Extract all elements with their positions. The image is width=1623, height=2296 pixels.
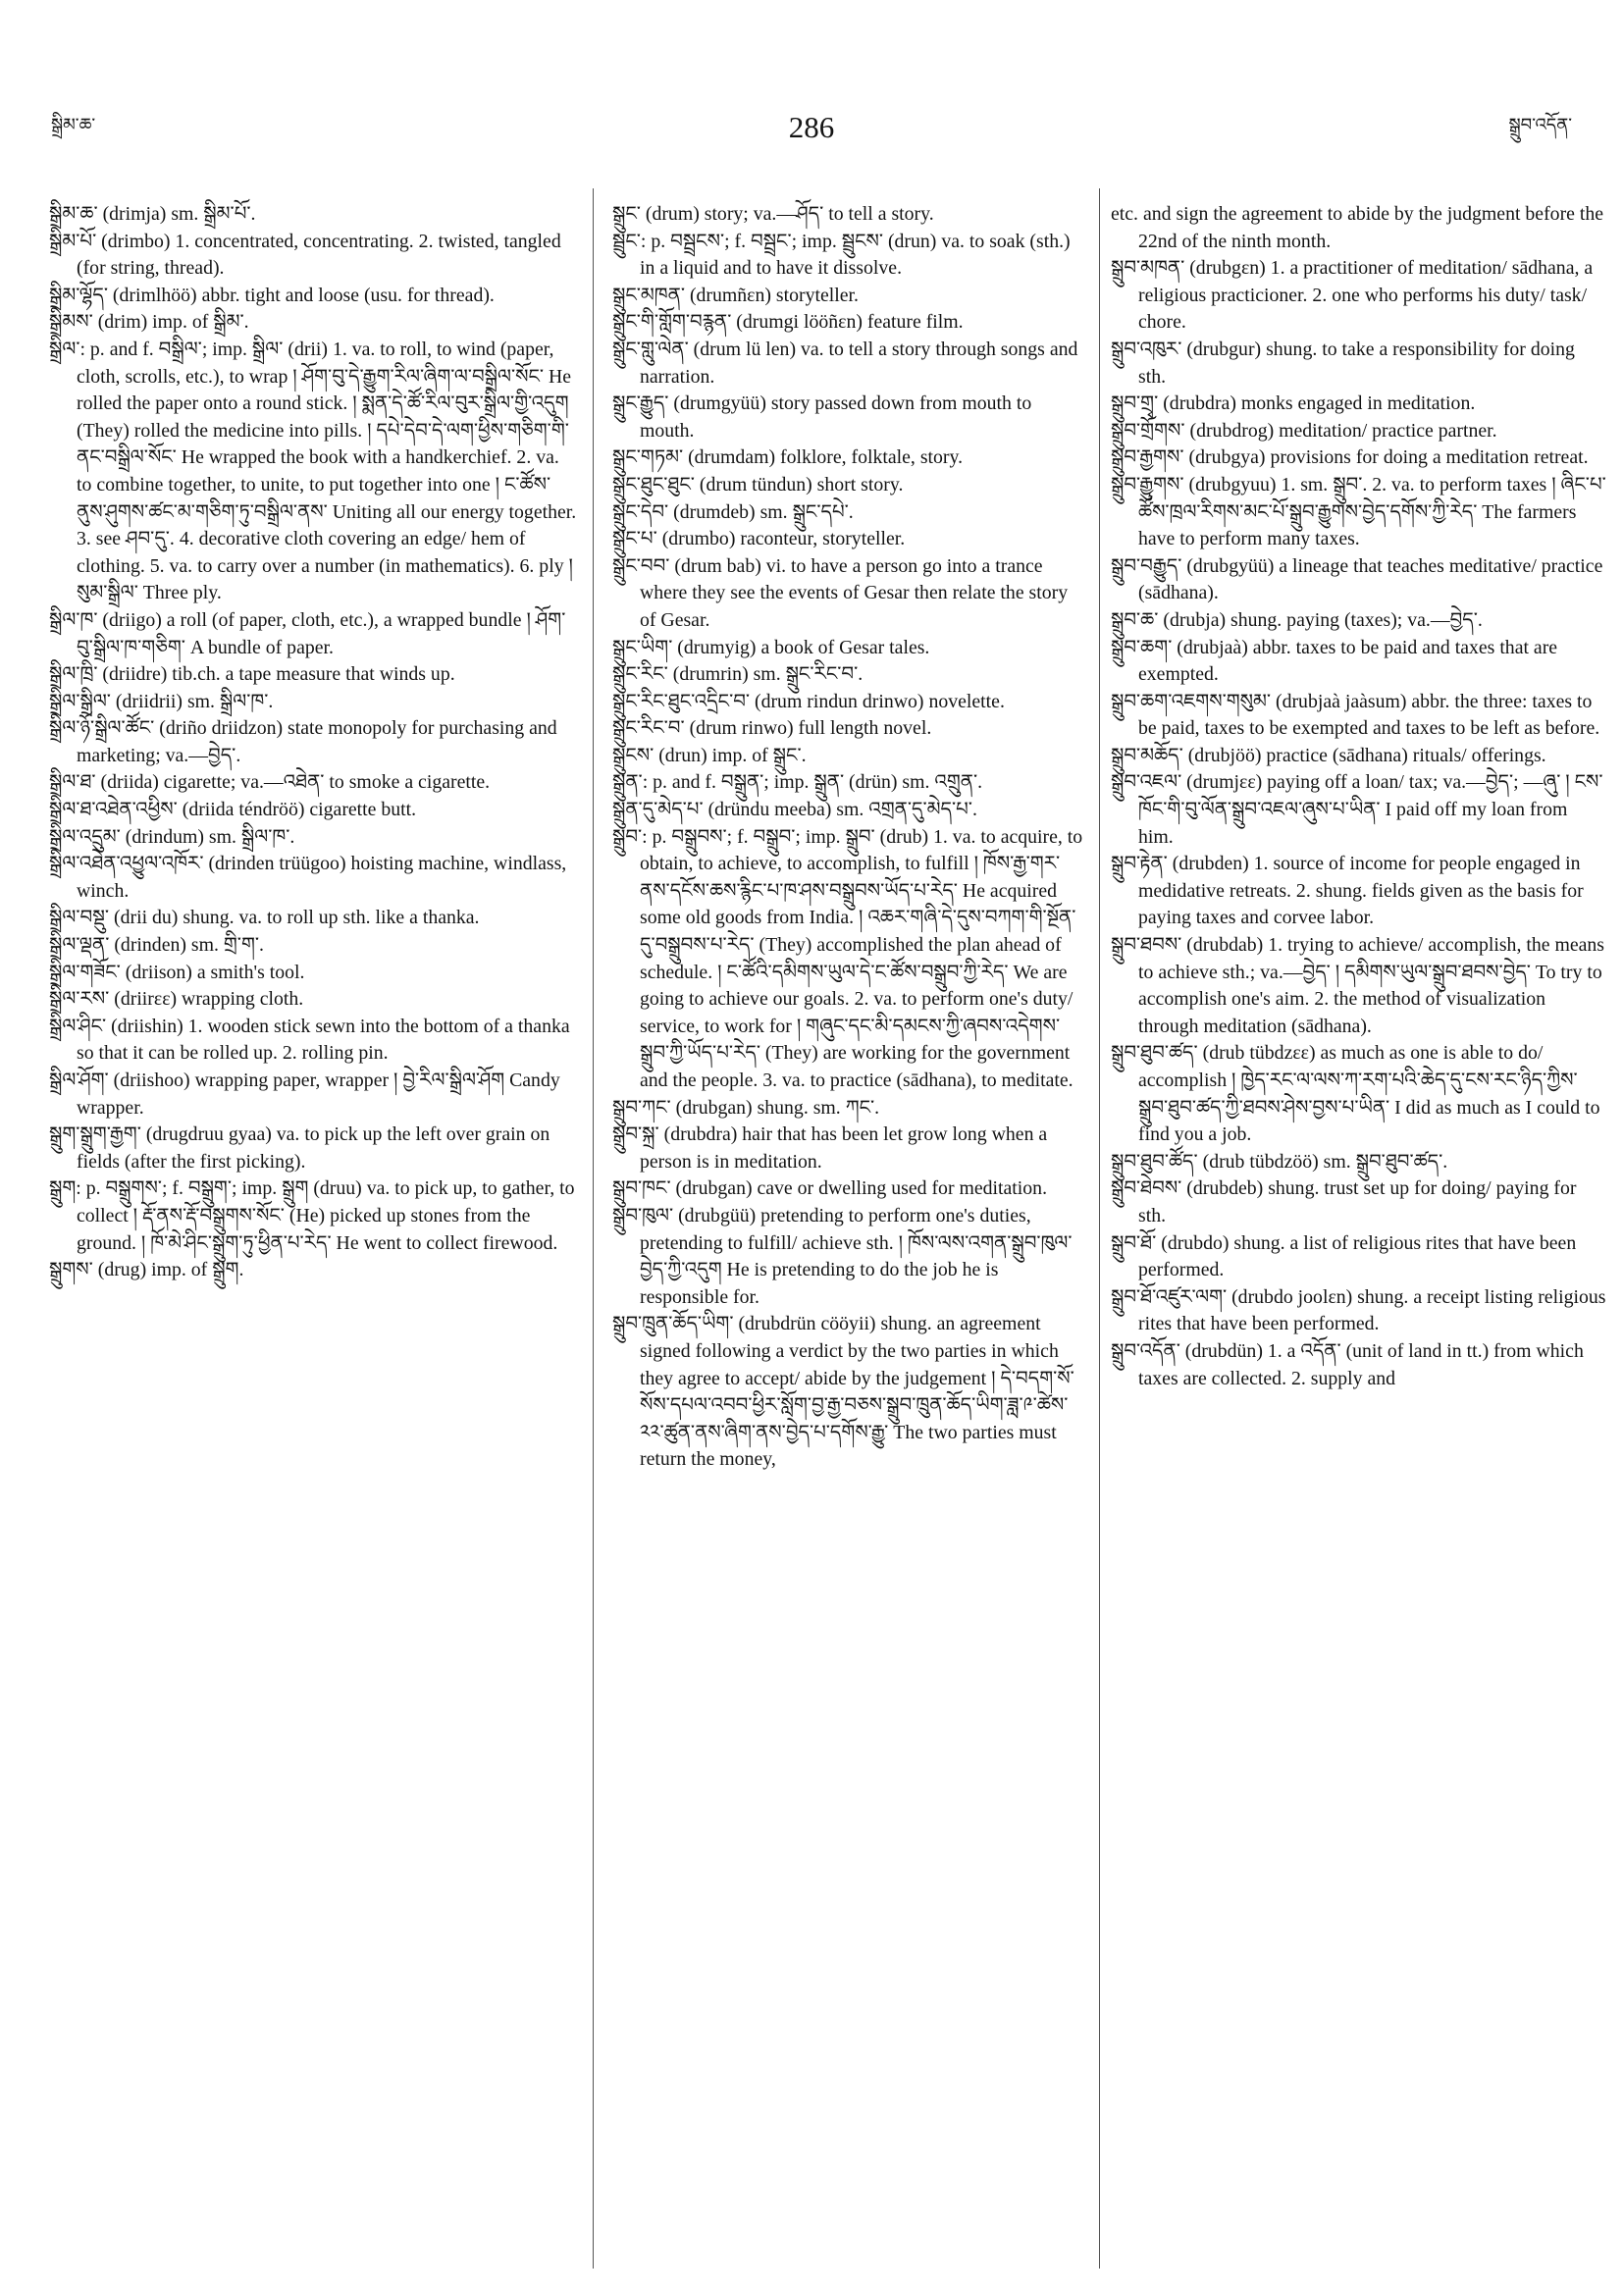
dictionary-entry: སྒྲུབ་ཐབས་ (drubdab) 1. trying to achieve/ accomplish, the means to achieve sth.; va.—བྱེད་ ། དམིགས་ཡུལ་སྒྲུབ་ཐབས་བྱེད་ To try to accomplish one's aim. 2. the method of visualization through meditation (sādhana). <box>1111 934 1604 1037</box>
dictionary-entry: སྒྲུབ་ཆ་ (drubja) shung. paying (taxes); va.—བྱེད་. <box>1111 608 1483 631</box>
dictionary-entry: སྒྲུང་ (drum) story; va.—ཤོད་ to tell a story. <box>612 203 934 225</box>
dictionary-entry: སྒྲུབ་གྲྭ་ (drubdra) monks engaged in meditation. <box>1111 392 1476 415</box>
dictionary-entry: སྒྲུབ་གྲོགས་ (drubdrog) meditation/ practice partner. <box>1111 419 1497 442</box>
dictionary-entry: སྒྲིལ་ལྡན་ (drinden) sm. གྲི་ག་. <box>49 934 264 957</box>
dictionary-entry: སྒྲུང་བབ་ (drum bab) vi. to have a person go into a trance where they see the events of Gesar then relate the story of Gesar. <box>612 554 1069 631</box>
dictionary-entry: སྒྲུབ་འདོན་ (drubdün) 1. a འདོན་ (unit of land in tt.) from which taxes are collected. 2. supply and <box>1111 1339 1584 1389</box>
dictionary-entry: སྒྲིལ་སྒྲིལ་ (driidrii) sm. སྒྲིལ་ཁ་. <box>49 690 274 712</box>
dictionary-entry: སྒྲུངས་ (drun) imp. of སྒྲུང་. <box>612 744 807 766</box>
dictionary-entry: སྒྲིམ་པོ་ (drimbo) 1. concentrated, concentrating. 2. twisted, tangled (for string, thread). <box>49 230 561 280</box>
dictionary-entry: སྒྲུག་སྒྲུག་རྒྱག་ (drugdruu gyaa) va. to pick up the left over grain on fields (after the first picking). <box>49 1123 550 1173</box>
dictionary-entry: སྒྲུབ་འཁུར་ (drubgur) shung. to take a responsibility for doing sth. <box>1111 338 1575 388</box>
dictionary-entry: སྒྲིམ་ཆ་ (drimja) sm. སྒྲིམ་པོ་. <box>49 203 256 225</box>
dictionary-entry: སྒྲིལ་ཁ་ (driigo) a roll (of paper, cloth, etc.), a wrapped bundle ། ཤོག་བུ་སྒྲིལ་ཁ་གཅིག་ A bundle of paper. <box>49 608 566 658</box>
dictionary-entry: སྒྲུང་ཡིག་ (drumyig) a book of Gesar tales. <box>612 636 930 658</box>
dictionary-entry: སྒྲུབ་ཐེབས་ (drubdeb) shung. trust set up for doing/ paying for sth. <box>1111 1177 1577 1226</box>
dictionary-entry: སྒྲུབ་ཐུབ་ཚད་ (drub tübdzεε) as much as one is able to do/ accomplish ། ཁྱེད་རང་ལ་ལས་ཀ་རག་པའི་ཆེད་དུ་ངས་རང་ཉིད་ཀྱིས་སྒྲུབ་ཐུབ་ཚད་ཀྱི་ཐབས་ཤེས་བྱས་པ་ཡིན་ I did as much as I could to find you a job. <box>1111 1042 1600 1146</box>
dictionary-entry: སྒྲིལ་གཟོང་ (driison) a smith's tool. <box>49 961 305 983</box>
dictionary-entry: སྒྲུགས་ (drug) imp. of སྒྲུག. <box>49 1259 244 1281</box>
dictionary-entry: སྒྲིལ་ཤིང་ (driishin) 1. wooden stick sewn into the bottom of a thanka so that it can be rolled up. 2. rolling pin. <box>49 1015 570 1065</box>
dictionary-entry: སྒྲུབ་ཐུབ་ཚོད་ (drub tübdzöö) sm. སྒྲུབ་ཐུབ་ཚད་. <box>1111 1150 1448 1173</box>
dictionary-column-3 <box>1111 201 1606 1392</box>
dictionary-entry: སྒྲུབ་: p. བསྒྲུབས་; f. བསྒྲུབ་; imp. སྒྲུབ་ (drub) 1. va. to acquire, to obtain, to achieve, to accomplish, to fulfill ། ཁོས་རྒྱ་གར་ནས་དངོས་ཆས་རྙིང་པ་ཁ་ཤས་བསྒྲུབས་ཡོད་པ་རེད་ He acquired some old goods from India. ། འཆར་གཞི་དེ་དུས་བཀག་གི་སྔོན་དུ་བསྒྲུབས་པ་རེད་ (They) accomplished the plan ahead of schedule. ། ང་ཚོའི་དམིགས་ཡུལ་དེ་ང་ཚོས་བསྒྲུབ་ཀྱི་རེད་ We are going to achieve our goals. 2. va. to perform one's duty/ service, to work for ། གཞུང་དང་མི་དམངས་ཀྱི་ཞབས་འདེགས་སྒྲུབ་ཀྱི་ཡོད་པ་རེད་ (They) are working for the government and the people. 3. va. to practice (sādhana), to meditate. <box>612 825 1083 1091</box>
dictionary-entry: སྒྲུན་: p. and f. བསྒྲུན་; imp. སྒྲུན་ (drün) sm. འགྲུན་. <box>612 771 983 794</box>
dictionary-entry: སྒྲིལ་ཐ་འཐེན་འཕྱིས་ (driida téndröö) cigarette butt. <box>49 799 417 821</box>
running-head-left: སྒྲིམ་ཆ་ <box>51 115 96 135</box>
dictionary-entry: སྒྲུབ་ཆག་འཇགས་གསུམ་ (drubjaà jaàsum) abbr. the three: taxes to be paid, taxes to be exempted and taxes to be left as before. <box>1111 690 1600 740</box>
dictionary-entry: སྒྲུབ་ཆག་ (drubjaà) abbr. taxes to be paid and taxes that are exempted. <box>1111 636 1558 686</box>
dictionary-entry: སྒྲུང་གི་གློག་བརྙན་ (drumgi lööñεn) feature film. <box>612 311 964 334</box>
dictionary-entry: སྒྲུབ་ཁྲུན་ཆོད་ཡིག་ (drubdrün cööyii) shung. an agreement signed following a verdict by the two parties in which they agree to accept/ abide by the judgement ། དེ་བདག་སོ་སོས་དཔལ་འབབ་ཕྱིར་སློག་བྱ་རྒྱ་བཅས་སྒྲུབ་ཁྲུན་ཆོད་ཡིག་ཟླ་༩་ཚེས་༢༢་ཚུན་ནས་ཞིག་ནས་བྱེད་པ་དགོས་རྒྱུ་ The two parties must return the money, <box>612 1313 1074 1471</box>
dictionary-column-2 <box>612 201 1087 1474</box>
column-divider <box>593 188 594 2269</box>
dictionary-entry: སྒྲུབ་རྟེན་ (drubden) 1. source of income for people engaged in medidative retreats. 2. shung. fields given as the basis for paying taxes and corvee labor. <box>1111 853 1584 929</box>
dictionary-entry: སྒྲིལ་འདྲུམ་ (drindum) sm. སྒྲིལ་ཁ་. <box>49 825 295 848</box>
dictionary-entry: སྒྲིམས་ (drim) imp. of སྒྲིམ་. <box>49 311 249 334</box>
dictionary-entry: སྒྲུབ་ཀང་ (drubgan) shung. sm. ཀང་. <box>612 1096 880 1119</box>
dictionary-entry: སྒྲུང་གཏམ་ (drumdam) folklore, folktale, story. <box>612 446 964 469</box>
dictionary-column-1 <box>49 201 579 1284</box>
dictionary-entry: སྒྲུབ་སྐྲ་ (drubdra) hair that has been let grow long when a person is in meditation. <box>612 1123 1048 1173</box>
dictionary-entry: སྒྲུབ་མཆོད་ (drubjöö) practice (sādhana) rituals/ offerings. <box>1111 744 1546 766</box>
dictionary-entry: སྒྲིལ་ཤོག་ (driishoo) wrapping paper, wrapper ། བྱེ་རིལ་སྒྲིལ་ཤོག Candy wrapper. <box>49 1070 560 1119</box>
dictionary-entry: སྒྲུང་དེབ་ (drumdeb) sm. སྒྲུང་དཔེ་. <box>612 500 854 523</box>
dictionary-entry: སྒྲུབ་ཐོ་འཛུར་ལག་ (drubdo joolεn) shung. a receipt listing religious rites that have been performed. <box>1111 1285 1606 1335</box>
dictionary-entry: སྒྲིལ་བསྡུ་ (drii du) shung. va. to roll up sth. like a thanka. <box>49 907 480 929</box>
dictionary-entry: སྒྲིལ་འཐེན་འཕྱུལ་འཁོར་ (drinden trüügoo) hoisting machine, windlass, winch. <box>49 853 567 902</box>
dictionary-entry: སྒྲིམ་ལྷོད་ (drimlhöö) abbr. tight and loose (usu. for thread). <box>49 284 495 306</box>
dictionary-entry: སྒྲུབ་ཁུལ་ (drubgüü) pretending to perform one's duties, pretending to fulfill/ achieve sth. ། ཁོས་ལས་འགན་སྒྲུབ་ཁུལ་བྱེད་ཀྱི་འདུག He is pretending to do the job he is responsible for. <box>612 1204 1073 1308</box>
dictionary-entry: སྒྲུབ་ཐོ་ (drubdo) shung. a list of religious rites that have been performed. <box>1111 1231 1577 1281</box>
column-divider <box>1099 188 1100 2269</box>
dictionary-entry: སྒྲུབ་རྒྱགས་ (drubgya) provisions for doing a meditation retreat. <box>1111 446 1589 469</box>
dictionary-entry: སྒྲུང་རིང་ (drumrin) sm. སྒྲུང་རིང་བ་. <box>612 663 864 686</box>
dictionary-entry: སྒྲུང་རིང་བ་ (drum rinwo) full length novel. <box>612 717 932 740</box>
page-number: 286 <box>788 110 835 144</box>
dictionary-entry: སྒྲུང་རྒྱུད་ (drumgyüü) story passed down from mouth to mouth. <box>612 392 1032 442</box>
dictionary-entry: སྒྲུན་དུ་མེད་པ་ (dründu meeba) sm. འགྲན་དུ་མེད་པ་. <box>612 799 977 821</box>
dictionary-entry: སྒྲུང་པ་ (drumbo) raconteur, storyteller. <box>612 528 906 550</box>
dictionary-entry: སྒྲུབ་ཁང་ (drubgan) cave or dwelling used for meditation. <box>612 1177 1048 1200</box>
dictionary-entry: སྒྲིལ་: p. and f. བསྒྲིལ་; imp. སྒྲིལ་ (drii) 1. va. to roll, to wind (paper, cloth, scrolls, etc.), to wrap ། ཤོག་བུ་དེ་རྒྱུག་རིལ་ཞིག་ལ་བསྒྲིལ་སོང་ He rolled the paper onto a round stick. ། སྨན་དེ་ཚོ་རིལ་བུར་སྒྲིལ་གྱི་འདུག (They) rolled the medicine into pills. ། དཔེ་དེབ་དེ་ལག་ཕྱིས་གཅིག་གི་ནང་བསྒྲིལ་སོང་ He wrapped the book with a handkerchief. 2. va. to combine together, to unite, to put together into one ། ང་ཚོས་ནུས་ཤུགས་ཚང་མ་གཅིག་ཏུ་བསྒྲིལ་ནས་ Uniting all our energy together. 3. see ཤབ་དུ་. 4. decorative cloth covering an edge/ hem of clothing. 5. va. to carry over a number (in mathematics). 6. ply ། སུམ་སྒྲིལ་ Three ply. <box>49 338 577 604</box>
dictionary-entry: སྒྲུང་ཐུང་ཐུང་ (drum tündun) short story. <box>612 473 904 496</box>
dictionary-entry: སྒྲིལ་ཐ་ (driida) cigarette; va.—འཐེན་ to smoke a cigarette. <box>49 771 491 794</box>
dictionary-entry: སྒྲུབ་རྒྱུགས་ (drubgyuu) 1. sm. སྒྲུབ་. 2. va. to perform taxes ། ཞིང་པ་ཚོས་ཁྲལ་རིགས་མང་པོ་སྒྲུབ་རྒྱུགས་བྱེད་དགོས་ཀྱི་རེད་ The farmers have to perform many taxes. <box>1111 473 1606 550</box>
dictionary-entry: སྒྲུབ་བརྒྱུད་ (drubgyüü) a lineage that teaches meditative/ practice (sādhana). <box>1111 554 1603 604</box>
dictionary-entry: སྒྲུང་མཁན་ (drumñεn) storyteller. <box>612 284 859 306</box>
dictionary-entry: etc. and sign the agreement to abide by the judgment before the 22nd of the ninth month. <box>1111 203 1604 252</box>
dictionary-entry: སྒྲིལ་རས་ (driirεε) wrapping cloth. <box>49 988 304 1011</box>
dictionary-entry: སྒྲུང་རིང་ཐུང་འདྲིང་བ་ (drum rindun drinwo) novelette. <box>612 690 1005 712</box>
dictionary-entry: སྦྲུང་: p. བསྦྲངས་; f. བསྦྲང་; imp. སྦྲུངས་ (drun) va. to soak (sth.) in a liquid and to have it dissolve. <box>612 230 1071 280</box>
dictionary-entry: སྒྲུག: p. བསྒྲུགས་; f. བསྒྲུག་; imp. སྒྲུག (druu) va. to pick up, to gather, to collect ། རྡོ་ནས་རྡོ་བསྒྲུགས་སོང་ (He) picked up stones from the ground. ། ཁོ་མེ་ཤིང་སྒྲུག་ཏུ་ཕྱིན་པ་རེད་ He went to collect firewood. <box>49 1177 575 1254</box>
dictionary-entry: སྒྲུབ་མཁན་ (drubgεn) 1. a practitioner of meditation/ sādhana, a religious practicioner. 2. one who performs his duty/ task/ chore. <box>1111 257 1594 334</box>
dictionary-entry: སྒྲུབ་འཇལ་ (drumjεε) paying off a loan/ tax; va.—བྱེད་; —ཞུ་ ། ངས་ཁོང་གི་བུ་ལོན་སྒྲུབ་འཇལ་ཞུས་པ་ཡིན་ I paid off my loan from him. <box>1111 771 1603 848</box>
dictionary-entry: སྒྲུང་གླུ་ལེན་ (drum lü len) va. to tell a story through songs and narration. <box>612 338 1078 388</box>
dictionary-entry: སྒྲིལ་ཁྲི་ (driidre) tib.ch. a tape measure that winds up. <box>49 663 455 686</box>
dictionary-entry: སྒྲིལ་ཉོ་སྒྲིལ་ཚོང་ (driño driidzon) state monopoly for purchasing and marketing; va.—བྱེད་. <box>49 717 557 766</box>
running-head-right: སྒྲུབ་འདོན་ <box>1508 115 1572 135</box>
